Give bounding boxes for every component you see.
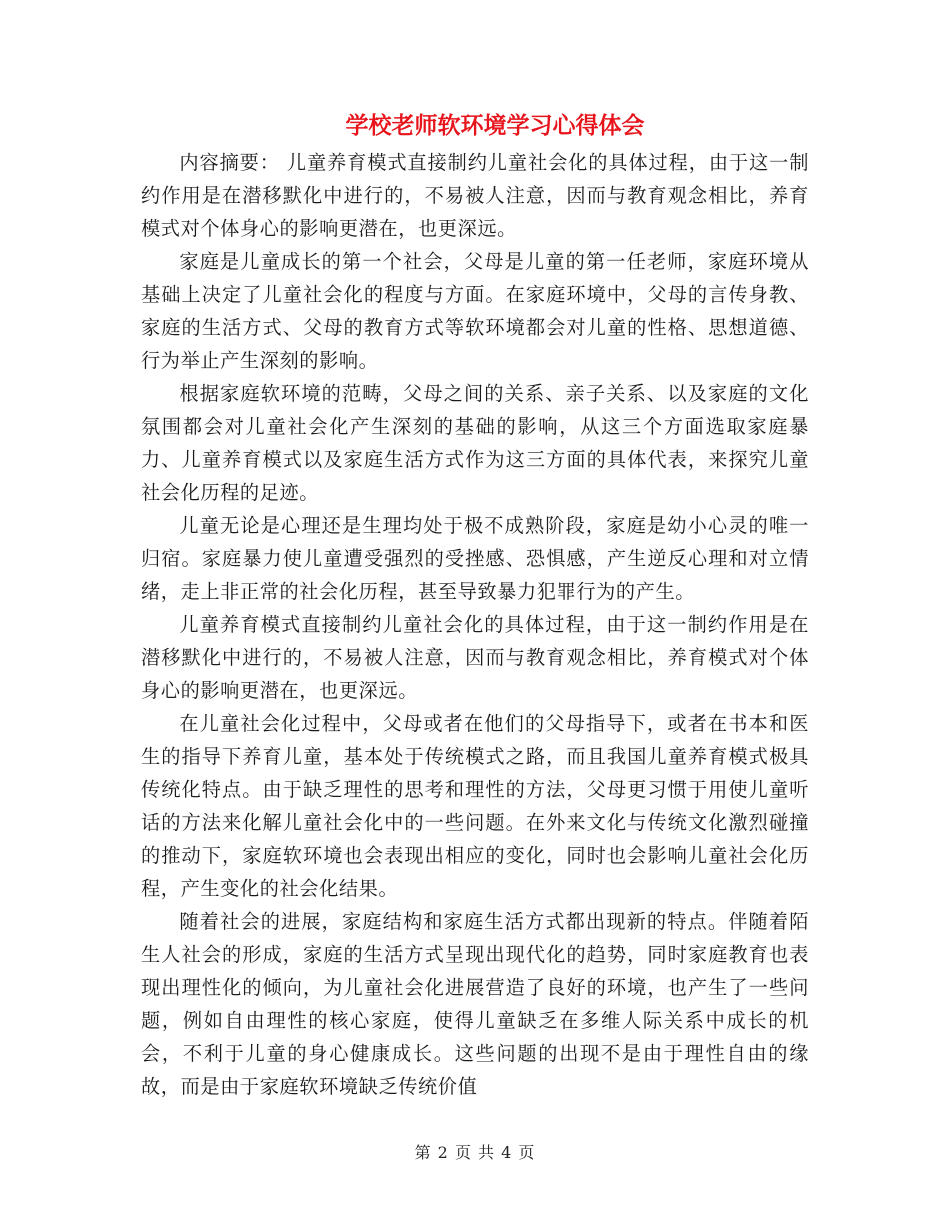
paragraph-parenting-model: 儿童养育模式直接制约儿童社会化的具体过程，由于这一制约作用是在潜移默化中进行的，不易被人注意，因而与教育观念相比，养育模式对个体身心的影响更潜在，也更深远。: [141, 613, 809, 702]
paragraph-summary: 内容摘要： 儿童养育模式直接制约儿童社会化的具体过程，由于这一制约作用是在潜移默化中进行的，不易被人注意，因而与教育观念相比，养育模式对个体身心的影响更潜在，也更深远。: [141, 151, 809, 240]
paragraph-social-progress: 随着社会的进展，家庭结构和家庭生活方式都出现新的特点。伴随着陌生人社会的形成，家庭的生活方式呈现出现代化的趋势，同时家庭教育也表现出理性化的倾向，为儿童社会化进展营造了良好的环境，也产生了一些问题，例如自由理性的核心家庭，使得儿童缺乏在多维人际关系中成长的机会，不利于儿童的身心健康成长。这些问题的出现不是由于理性自由的缘故，而是由于家庭软环境缺乏传统价值: [141, 910, 809, 1098]
paragraph-socialization-process: 在儿童社会化过程中，父母或者在他们的父母指导下，或者在书本和医生的指导下养育儿童，基本处于传统模式之路，而且我国儿童养育模式极具传统化特点。由于缺乏理性的思考和理性的方法，父母更习惯于用使儿童听话的方法来化解儿童社会化中的一些问题。在外来文化与传统文化激烈碰撞的推动下，家庭软环境也会表现出相应的变化，同时也会影响儿童社会化历程，产生变化的社会化结果。: [141, 712, 809, 900]
paragraph-domestic-violence: 儿童无论是心理还是生理均处于极不成熟阶段，家庭是幼小心灵的唯一归宿。家庭暴力使儿童遭受强烈的受挫感、恐惧感，产生逆反心理和对立情绪，走上非正常的社会化历程，甚至导致暴力犯罪行为的产生。: [141, 514, 809, 603]
document-page: [141, 108, 809, 1103]
page-number-footer: 第 2 页 共 4 页: [414, 1143, 536, 1162]
document-title: 学校老师软环境学习心得体会: [345, 112, 645, 139]
paragraph-soft-environment-scope: 根据家庭软环境的范畴，父母之间的关系、亲子关系、以及家庭的文化氛围都会对儿童社会化产生深刻的基础的影响，从这三个方面选取家庭暴力、儿童养育模式以及家庭生活方式作为这三方面的具体代表，来探究儿童社会化历程的足迹。: [141, 382, 809, 504]
paragraph-family-first-society: 家庭是儿童成长的第一个社会，父母是儿童的第一任老师，家庭环境从基础上决定了儿童社会化的程度与方面。在家庭环境中，父母的言传身教、家庭的生活方式、父母的教育方式等软环境都会对儿童的性格、思想道德、行为举止产生深刻的影响。: [141, 250, 809, 372]
